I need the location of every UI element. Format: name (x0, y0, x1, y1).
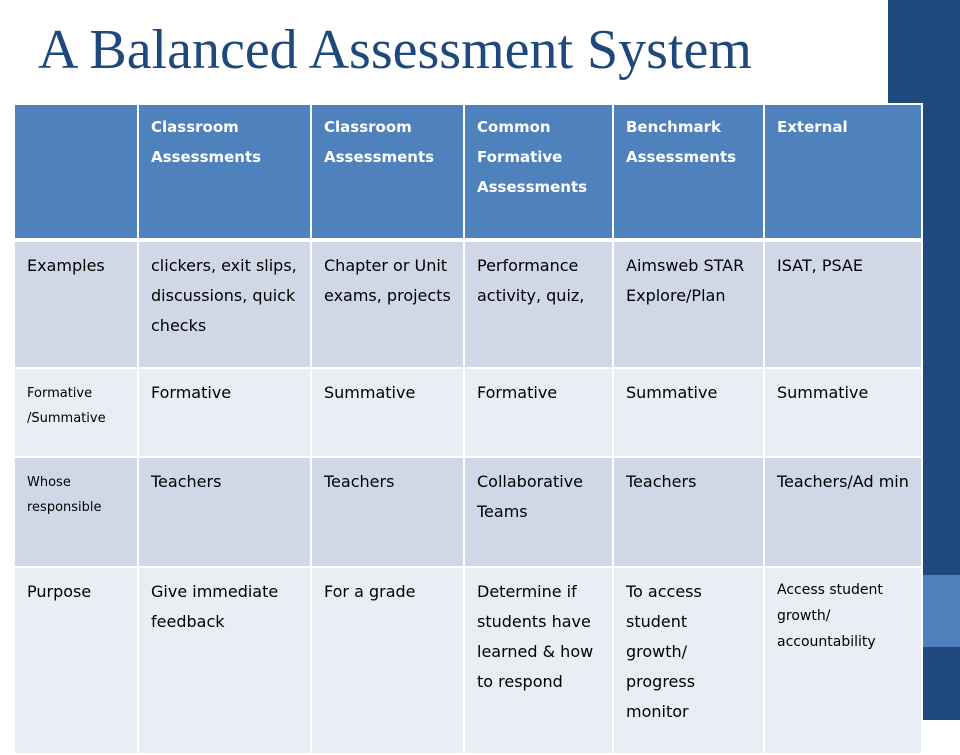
table-cell: Performance activity, quiz, (464, 240, 613, 368)
table-cell: Chapter or Unit exams, projects (311, 240, 464, 368)
header-cell: Classroom Assessments (311, 104, 464, 240)
table-cell: Teachers (613, 457, 764, 567)
table-cell: For a grade (311, 567, 464, 754)
table-cell: Access student growth/ accountability (764, 567, 922, 754)
table-row (14, 368, 922, 457)
table-cell: Formative (464, 368, 613, 457)
row-label: Examples (14, 240, 138, 368)
table-cell: Summative (613, 368, 764, 457)
table-cell: Aimsweb STAR Explore/Plan (613, 240, 764, 368)
table-cell: To access student growth/ progress monitor (613, 567, 764, 754)
table-cell: clickers, exit slips, discussions, quick checks (138, 240, 311, 368)
table-cell: Collaborative Teams (464, 457, 613, 567)
header-cell: Benchmark Assessments (613, 104, 764, 240)
row-label: Formative /Summative (14, 368, 138, 457)
table-cell: Determine if students have learned & how to respond (464, 567, 613, 754)
table-row (14, 240, 922, 368)
header-cell-corner (14, 104, 138, 240)
table-cell: Formative (138, 368, 311, 457)
assessment-table (13, 103, 923, 755)
table-cell: Summative (764, 368, 922, 457)
slide-title: A Balanced Assessment System (38, 19, 752, 81)
table-cell: Teachers (311, 457, 464, 567)
table-cell: Teachers/Ad min (764, 457, 922, 567)
header-cell: Common Formative Assessments (464, 104, 613, 240)
table-row (14, 567, 922, 754)
row-label: Whose responsible (14, 457, 138, 567)
header-cell: External (764, 104, 922, 240)
table-row (14, 457, 922, 567)
table-cell: Summative (311, 368, 464, 457)
table-cell: ISAT, PSAE (764, 240, 922, 368)
table-header-row (14, 104, 922, 240)
header-cell: Classroom Assessments (138, 104, 311, 240)
table-cell: Give immediate feedback (138, 567, 311, 754)
table-cell: Teachers (138, 457, 311, 567)
row-label: Purpose (14, 567, 138, 754)
